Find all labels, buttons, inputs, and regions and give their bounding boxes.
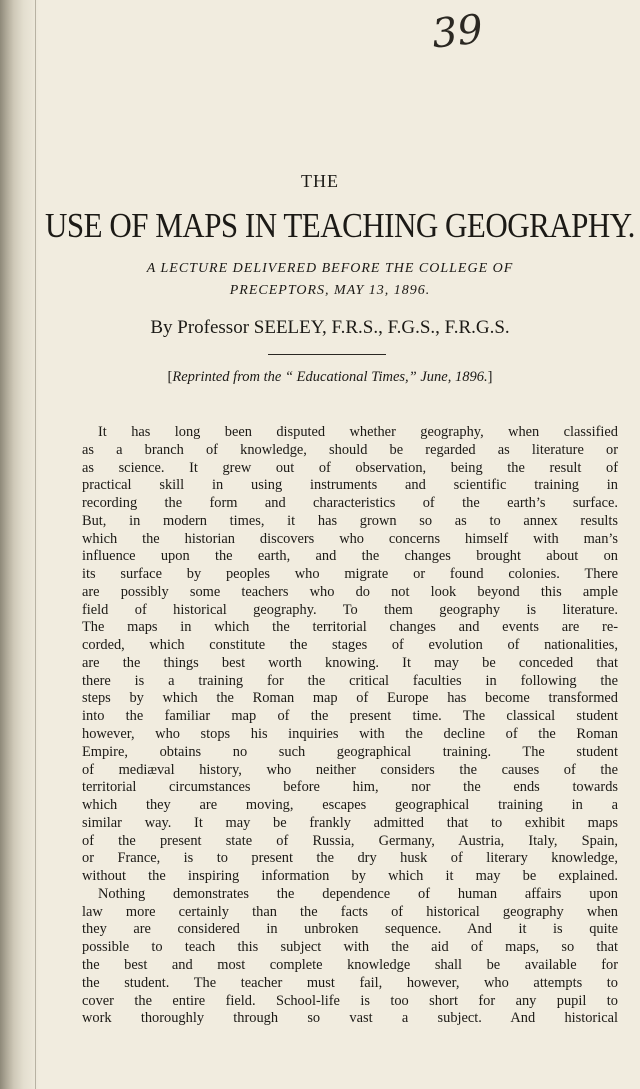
body-line: similar way. It may be frankly admitted that to exhibit maps <box>82 814 618 831</box>
handwritten-shelfmark: 39 <box>429 6 486 58</box>
body-line: are the things best worth knowing. It may be conceded that <box>82 654 618 671</box>
divider-rule <box>268 354 386 355</box>
body-line: its surface by peoples who migrate or found colonies. There <box>82 566 618 583</box>
body-line: which the historian discovers who concerns himself with man’s <box>82 530 618 547</box>
body-line: they are considered in unbroken sequence. And it is quite <box>82 921 618 938</box>
binding-edge-line <box>35 0 36 1089</box>
book-binding-shadow <box>0 0 40 1089</box>
body-line: as science. It grew out of observation, being the result of <box>82 459 618 476</box>
body-line: without the inspiring information by which it may be explained. <box>82 868 618 885</box>
body-line: Nothing demonstrates the dependence of human affairs upon <box>98 885 618 902</box>
body-line: there is a training for the critical faculties in following the <box>82 672 618 689</box>
body-line: of the present state of Russia, Germany, Austria, Italy, Spain, <box>82 832 618 849</box>
reprint-note <box>0 367 640 387</box>
lecture-subtitle <box>0 258 640 302</box>
title-article: THE <box>301 171 339 191</box>
body-line: steps by which the Roman map of Europe has become transformed <box>82 690 618 707</box>
body-line: But, in modern times, it has grown so as to annex results <box>82 512 618 529</box>
body-line: law more certainly than the facts of historical geography when <box>82 903 618 920</box>
body-line: Empire, obtains no such geographical training. The student <box>82 743 618 760</box>
body-line: territorial circumstances before him, nor the ends towards <box>82 779 618 796</box>
body-line: recording the form and characteristics of the earth’s surface. <box>82 495 618 512</box>
reprint-close-bracket: ] <box>487 369 493 385</box>
body-line: cover the entire field. School-life is too short for any pupil to <box>82 992 618 1009</box>
body-line: practical skill in using instruments and scientific training in <box>82 477 618 494</box>
reprint-text: Reprinted from the “ Educational Times,” June, 1896. <box>172 369 488 385</box>
body-line: work thoroughly through so vast a subject. And historical <box>82 1010 618 1027</box>
body-line: of mediæval history, who neither considers the causes of the <box>82 761 618 778</box>
body-line: or France, is to present the dry husk of literary knowledge, <box>82 850 618 867</box>
body-line: however, who stops his inquiries with the decline of the Roman <box>82 726 618 743</box>
author-byline: By Professor SEELEY, F.R.S., F.G.S., F.R.G.S. <box>150 317 510 338</box>
body-line: as a branch of knowledge, should be regarded as literature or <box>82 441 618 458</box>
body-line: the best and most complete knowledge shall be available for <box>82 956 618 973</box>
body-line: influence upon the earth, and the changes brought about on <box>82 548 618 565</box>
body-line: The maps in which the territorial changes and events are re- <box>82 619 618 636</box>
body-text <box>82 424 618 1028</box>
body-line: the student. The teacher must fail, however, who attempts to <box>82 974 618 991</box>
body-line: into the familiar map of the present time. The classical student <box>82 708 618 725</box>
body-line: It has long been disputed whether geography, when classified <box>98 424 618 440</box>
body-line: corded, which constitute the stages of evolution of nationalities, <box>82 637 618 654</box>
subtitle-line-1: A LECTURE DELIVERED BEFORE THE COLLEGE OF <box>146 261 514 276</box>
body-line: are possibly some teachers who do not look beyond this ample <box>82 583 618 600</box>
body-line: which they are moving, escapes geographical training in a <box>82 797 618 814</box>
subtitle-line-2: PRECEPTORS, MAY 13, 1896. <box>229 283 431 298</box>
body-line: possible to teach this subject with the aid of maps, so that <box>82 939 618 956</box>
body-line: field of historical geography. To them geography is literature. <box>82 601 618 618</box>
reprint-open-bracket: [ <box>167 369 173 385</box>
page-title: USE OF MAPS IN TEACHING GEOGRAPHY. <box>45 205 635 246</box>
